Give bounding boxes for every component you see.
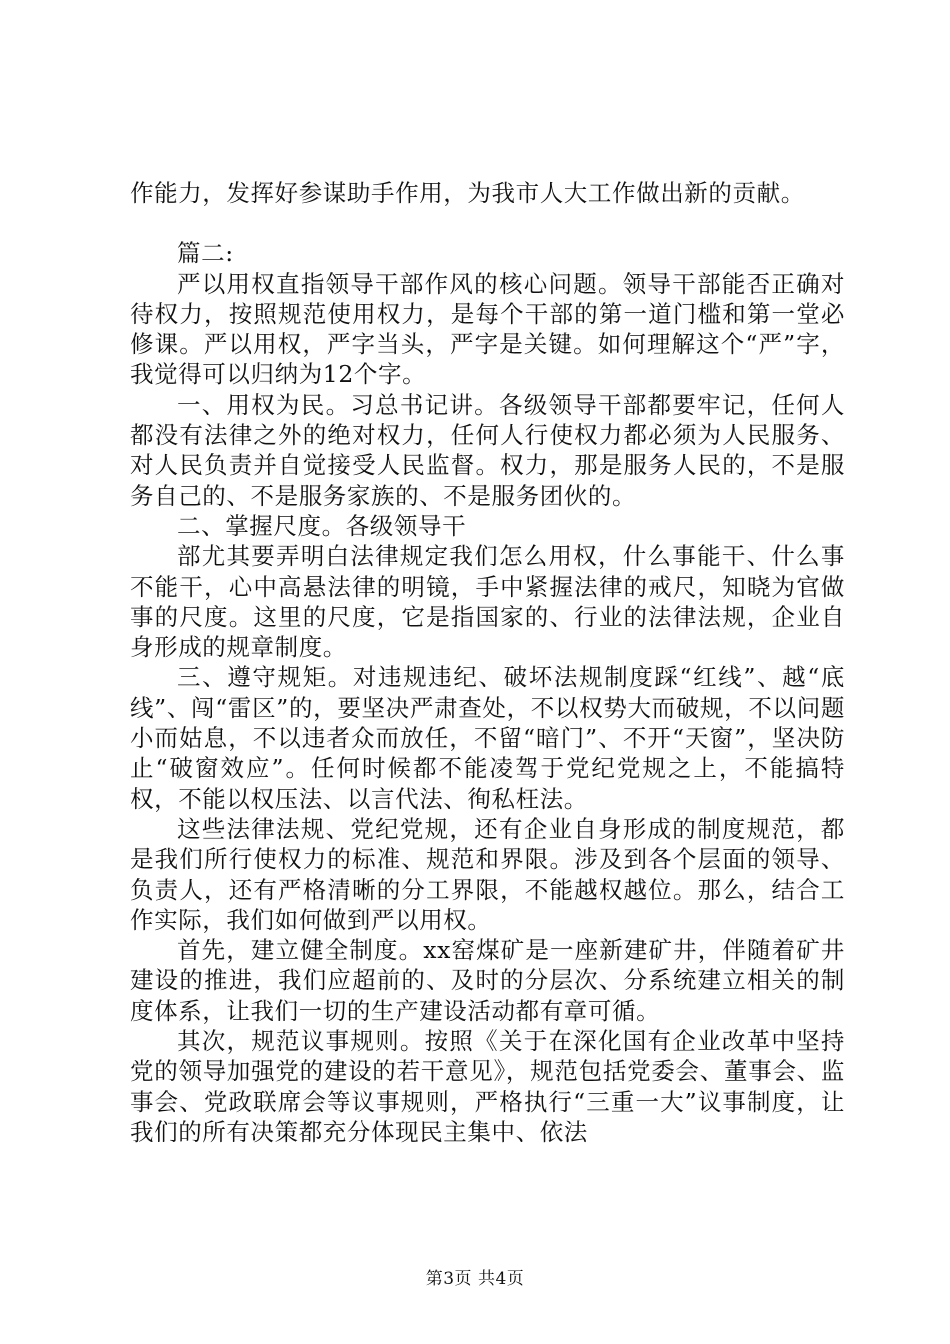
paragraph-point-one: 一、用权为民。习总书记讲。各级领导干部都要牢记，任何人都没有法律之外的绝对权力，任何人行使权力都必须为人民服务、对人民负责并自觉接受人民监督。权力，那是服务人民的，不是服务自己的、不是服务家族的、不是服务团伙的。 xyxy=(130,390,845,510)
paragraph-first-measure: 首先，建立健全制度。xx窑煤矿是一座新建矿井，伴随着矿井建设的推进，我们应超前的、及时的分层次、分系统建立相关的制度体系，让我们一切的生产建设活动都有章可循。 xyxy=(130,936,845,1025)
paragraph-second-measure: 其次，规范议事规则。按照《关于在深化国有企业改革中坚持党的领导加强党的建设的若干意见》，规范包括党委会、董事会、监事会、党政联席会等议事规则，严格执行“三重一大”议事制度，让我们的所有决策都充分体现民主集中、依法 xyxy=(130,1027,845,1146)
section-heading: 篇二: xyxy=(177,239,234,268)
paragraph-point-two-heading: 二、掌握尺度。各级领导干 xyxy=(177,511,467,540)
paragraph-point-three: 三、遵守规矩。对违规违纪、破坏法规制度踩“红线”、越“底线”、闯“雷区”的，要坚决严肃查处，不以权势大而破规，不以问题小而姑息，不以违者众而放任，不留“暗门”、不开“天窗”，坚决防止“破窗效应”。任何时候都不能凌驾于党纪党规之上，不能搞特权，不能以权压法、以言代法、徇私枉法。 xyxy=(130,663,845,813)
page-number-footer: 第3页 共4页 xyxy=(425,1269,525,1289)
paragraph-point-two-body: 部尤其要弄明白法律规定我们怎么用权，什么事能干、什么事不能干，心中高悬法律的明镜，手中紧握法律的戒尺，知晓为官做事的尺度。这里的尺度，它是指国家的、行业的法律法规，企业自身形成的规章制度。 xyxy=(130,542,845,662)
paragraph-continuation: 作能力，发挥好参谋助手作用，为我市人大工作做出新的贡献。 xyxy=(130,179,805,207)
paragraph-intro: 严以用权直指领导干部作风的核心问题。领导干部能否正确对待权力，按照规范使用权力，是每个干部的第一道门槛和第一堂必修课。严以用权，严字当头，严字是关键。如何理解这个“严”字，我觉得可以归纳为12个字。 xyxy=(130,269,845,389)
paragraph-summary: 这些法律法规、党纪党规，还有企业自身形成的制度规范，都是我们所行使权力的标准、规范和界限。涉及到各个层面的领导、负责人，还有严格清晰的分工界限，不能越权越位。那么，结合工作实际，我们如何做到严以用权。 xyxy=(130,814,845,934)
document-body xyxy=(130,178,845,1147)
